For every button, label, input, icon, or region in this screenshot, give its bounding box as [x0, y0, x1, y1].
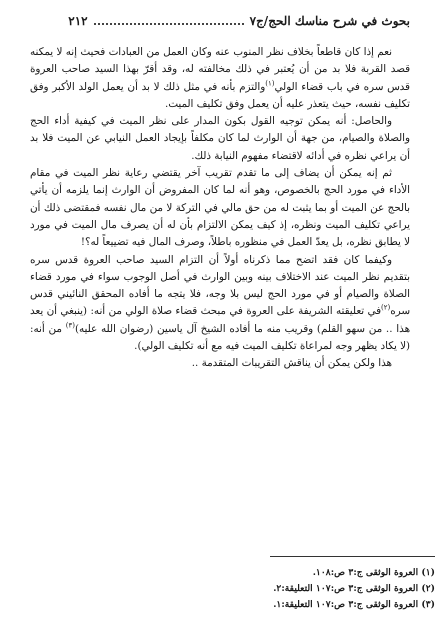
running-title: بحوث في شرح مناسك الحج/ج٧ — [249, 14, 410, 28]
paragraph — [30, 355, 410, 372]
body-text — [30, 44, 410, 373]
paragraph-text: ثم إنه يمكن أن يضاف إلى ما تقدم تقريب آخر يقتضي رعاية نظر الميت في مقام الأداء في مورد الحج بالخصوص، وهو أنه لما كان المفروض أن الوارث إنما يلزمه أن يأتي بالحج عن الميت أو بما يثبت له من حق مالي في التركة لا من مال نفسه فمقتضى ذلك أن يراعي تكليف الميت ونظره، إذ كيف يمكن الالتزام بأن له أن يصرف مال الميت في مورد لا يطابق نظره، بل يعدّ العمل في منظوره باطلاً، وصرف المال فيه تضييعاً له؟! — [30, 167, 410, 249]
footnote: (٣) العروة الوثقى ج:٣ ص:١٠٧ التعليقة:١. — [273, 599, 435, 610]
page-header — [30, 14, 410, 36]
paragraph-text: في تعليقته الشريفة على العروة في مبحث قضاء صلاة الولي من أنه: (ينبغي أن يعد هذا .. من سهو القلم) وقريب منه ما أفاده الشيخ آل ياسين (رضوان الله عليه) — [30, 305, 410, 335]
footnotes — [55, 565, 435, 613]
paragraph — [30, 252, 410, 356]
paragraph — [30, 165, 410, 251]
footnote-ref: (٢) — [381, 304, 391, 313]
paragraph — [30, 44, 410, 113]
footnote: (٢) العروة الوثقى ج:٣ ص:١٠٧ التعليقة:٢. — [273, 583, 435, 594]
paragraph-text: نعم إذا كان قاطعاً بخلاف نظر المنوب عنه وكان العمل من العبادات فحيث إنه لا يمكنه قصد القربة فلا بد من أن يُعتبر في ذلك مخالفته له، وقد أقرّ بهذا السيد صاحب العروة قدس سره في باب قضاء الولي — [30, 46, 410, 93]
paragraph-text: وكيفما كان فقد اتضح مما ذكرناه أولاً أن التزام السيد صاحب العروة قدس سره بتقديم نظر الميت عند الاختلاف بينه وبين الوارث في أصل الوجوب سواء في مورد قضاء الصلاة والصيام أو في مورد الحج ليس بلا وجه، فلا يتجه ما أفاده المحقق النائيني قدس سره — [30, 253, 410, 318]
page-number: ٢١٢ — [68, 14, 88, 28]
book-page — [30, 14, 410, 373]
footnote-ref: (٣) — [65, 321, 75, 330]
paragraph-text: هذا ولكن يمكن أن يناقش التقريبات المتقدمة .. — [191, 357, 392, 370]
paragraph — [30, 113, 410, 165]
footnote-ref: (١) — [265, 79, 275, 88]
paragraph-text: والتزم بأنه في مثل ذلك لا بد أن يعمل الولد الأكبر وفق تكليف نفسه، حيث يتعذر عليه أن يعمل وفق تكليف الميت. — [30, 80, 410, 110]
header-dotted-leader — [94, 23, 244, 25]
footnote-separator — [270, 556, 435, 557]
paragraph-text: من أنه: (لا يكاد يظهر وجه لمراعاة تكليف الميت فيه مع أنه تكليف الولي). — [30, 322, 410, 353]
paragraph-text: والحاصل: أنه يمكن توجيه القول بكون المدار على نظر الميت في كيفية أداء الحج والصلاة والصيام، من جهة أن الوارث لما كان مكلفاً بإيجاد العمل النيابي عن الميت فلا بد أن يراعي نظره في أدائه لاقتضاء مفهوم النيابة ذلك. — [30, 115, 410, 162]
footnote: (١) العروة الوثقى ج:٣ ص:١٠٨. — [312, 567, 435, 578]
